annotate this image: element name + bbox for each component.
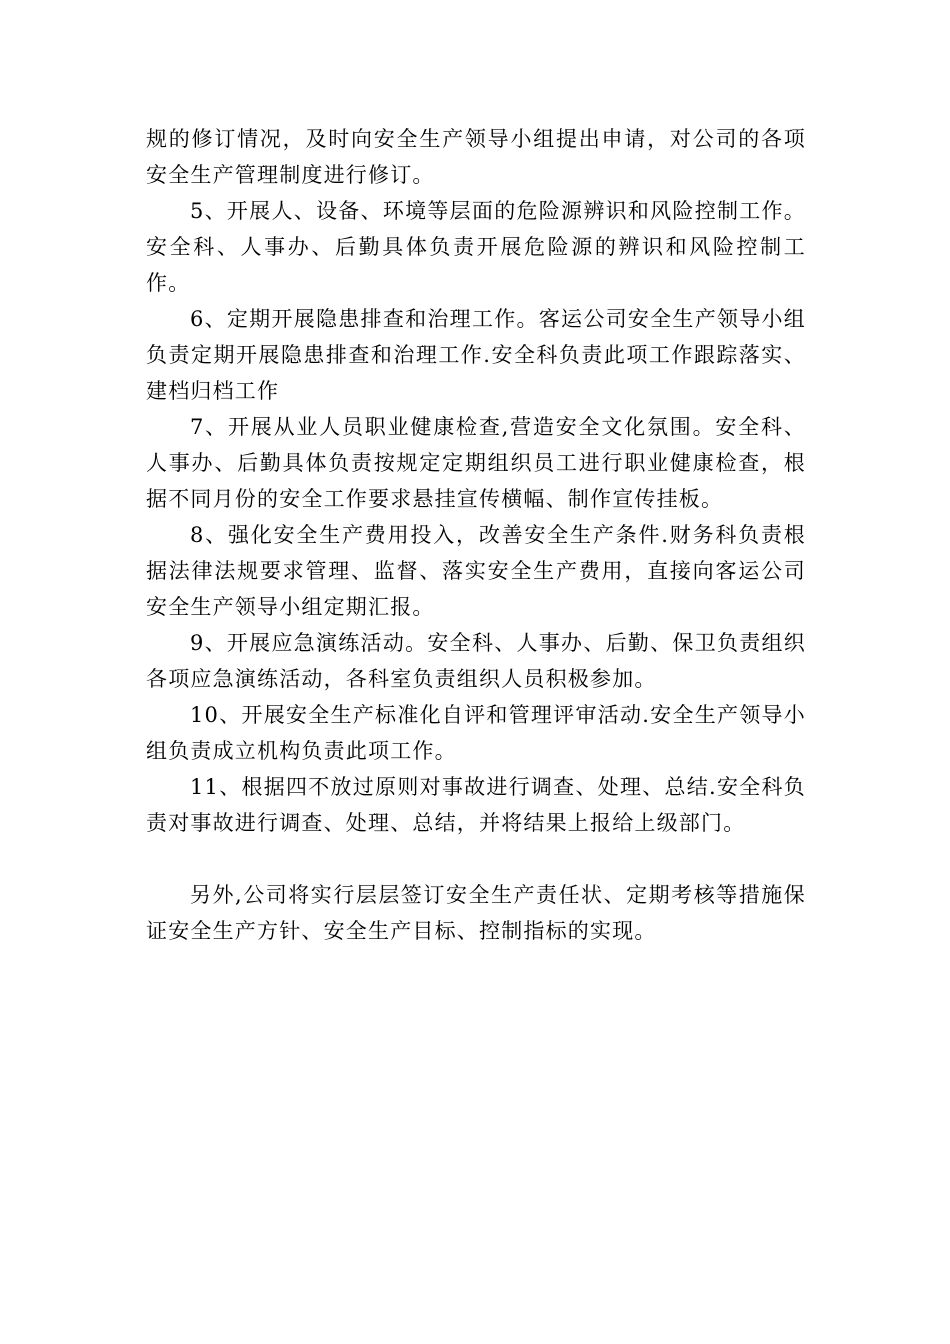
paragraph-continuation: 规的修订情况，及时向安全生产领导小组提出申请，对公司的各项安全生产管理制度进行修订。 bbox=[146, 127, 806, 187]
paragraph-item-10: 10、开展安全生产标准化自评和管理评审活动.安全生产领导小组负责成立机构负责此项工作。 bbox=[146, 703, 806, 763]
paragraph-item-9: 9、开展应急演练活动。安全科、人事办、后勤、保卫负责组织各项应急演练活动，各科室负责组织人员积极参加。 bbox=[146, 631, 806, 691]
paragraph-item-11: 11、根据四不放过原则对事故进行调查、处理、总结.安全科负责对事故进行调查、处理、总结，并将结果上报给上级部门。 bbox=[146, 775, 806, 835]
paragraph-closing: 另外,公司将实行层层签订安全生产责任状、定期考核等措施保证安全生产方针、安全生产目标、控制指标的实现。 bbox=[146, 883, 806, 943]
document-body bbox=[146, 121, 806, 949]
paragraph-item-6: 6、定期开展隐患排查和治理工作。客运公司安全生产领导小组负责定期开展隐患排查和治理工作.安全科负责此项工作跟踪落实、建档归档工作 bbox=[146, 307, 806, 403]
paragraph-item-5: 5、开展人、设备、环境等层面的危险源辨识和风险控制工作。安全科、人事办、后勤具体负责开展危险源的辨识和风险控制工作。 bbox=[146, 199, 806, 295]
paragraph-item-8: 8、强化安全生产费用投入，改善安全生产条件.财务科负责根据法律法规要求管理、监督、落实安全生产费用，直接向客运公司安全生产领导小组定期汇报。 bbox=[146, 523, 806, 619]
paragraph-item-7: 7、开展从业人员职业健康检查,营造安全文化氛围。安全科、人事办、后勤具体负责按规定定期组织员工进行职业健康检查，根据不同月份的安全工作要求悬挂宣传横幅、制作宣传挂板。 bbox=[146, 415, 806, 511]
paragraph-spacer bbox=[146, 841, 806, 877]
